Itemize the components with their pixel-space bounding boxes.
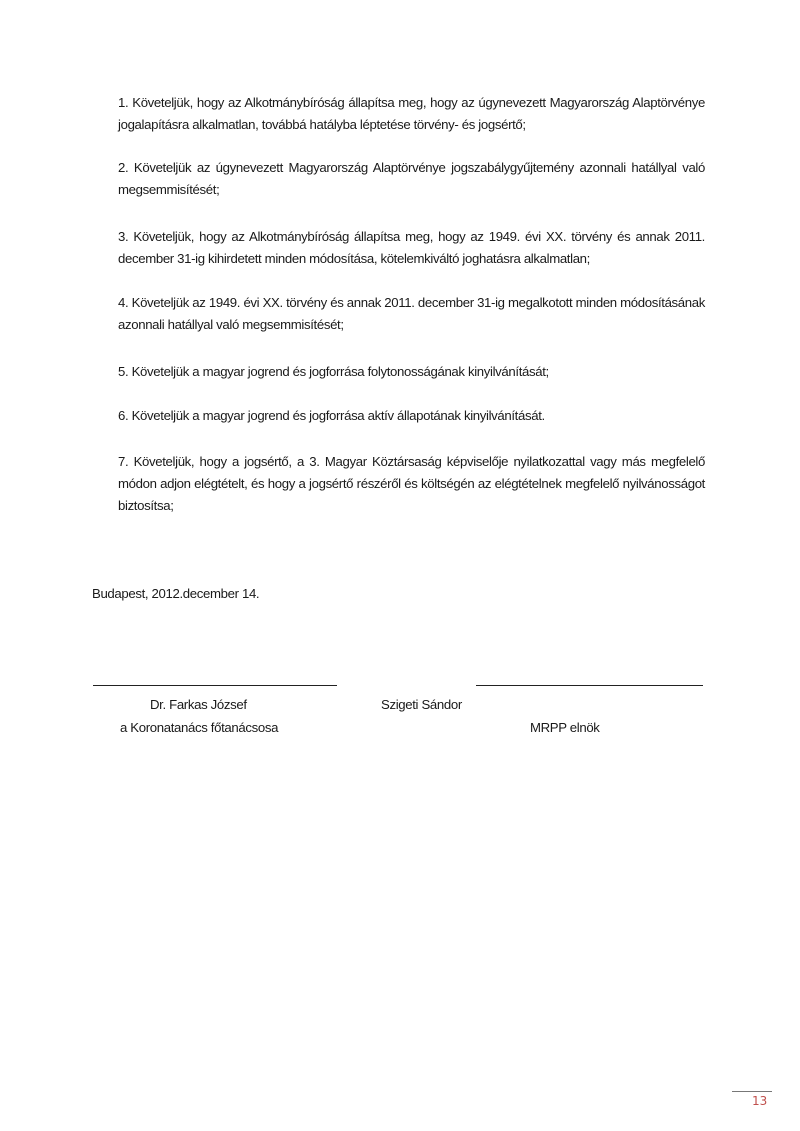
signatory-name-2: Szigeti Sándor — [381, 697, 462, 712]
signature-line-left — [93, 685, 337, 686]
page-number: 13 — [752, 1094, 768, 1108]
demand-item-2: 2. Követeljük az úgynevezett Magyarország Alaptörvénye jogszabálygyűjtemény azonnali hatállyal való megsemmisítését; — [118, 160, 705, 197]
place-and-date: Budapest, 2012.december 14. — [92, 586, 260, 601]
demand-item-7: 7. Követeljük, hogy a jogsértő, a 3. Magyar Köztársaság képviselője nyilatkozattal vagy más megfelelő módon adjon elégtételt, és hogy a jogsértő részéről és költségén az elégtételnek megfelelő nyilvánosságot biztosítsa; — [118, 454, 705, 513]
demand-item-3: 3. Követeljük, hogy az Alkotmánybíróság állapítsa meg, hogy az 1949. évi XX. törvény és annak 2011. december 31-ig kihirdetett minden módosítása, kötelemkiváltó joghatásra alkalmatlan; — [118, 229, 705, 266]
demand-item-4: 4. Követeljük az 1949. évi XX. törvény és annak 2011. december 31-ig megalkotott minden módosításának azonnali hatállyal való megsemmisítését; — [118, 295, 705, 332]
signatory-name-1: Dr. Farkas József — [150, 697, 247, 712]
demand-item-1: 1. Követeljük, hogy az Alkotmánybíróság állapítsa meg, hogy az úgynevezett Magyarország Alaptörvénye jogalapításra alkalmatlan, továbbá hatályba léptetése törvény- és jogsértő; — [118, 95, 705, 132]
demand-item-5: 5. Követeljük a magyar jogrend és jogforrása folytonosságának kinyilvánítását; — [118, 364, 549, 379]
footer-divider — [732, 1091, 772, 1092]
demand-item-6: 6. Követeljük a magyar jogrend és jogforrása aktív állapotának kinyilvánítását. — [118, 408, 545, 423]
signatory-title-1: a Koronatanács főtanácsosa — [120, 720, 279, 735]
signature-line-right — [476, 685, 703, 686]
signatory-title-2: MRPP elnök — [530, 720, 600, 735]
